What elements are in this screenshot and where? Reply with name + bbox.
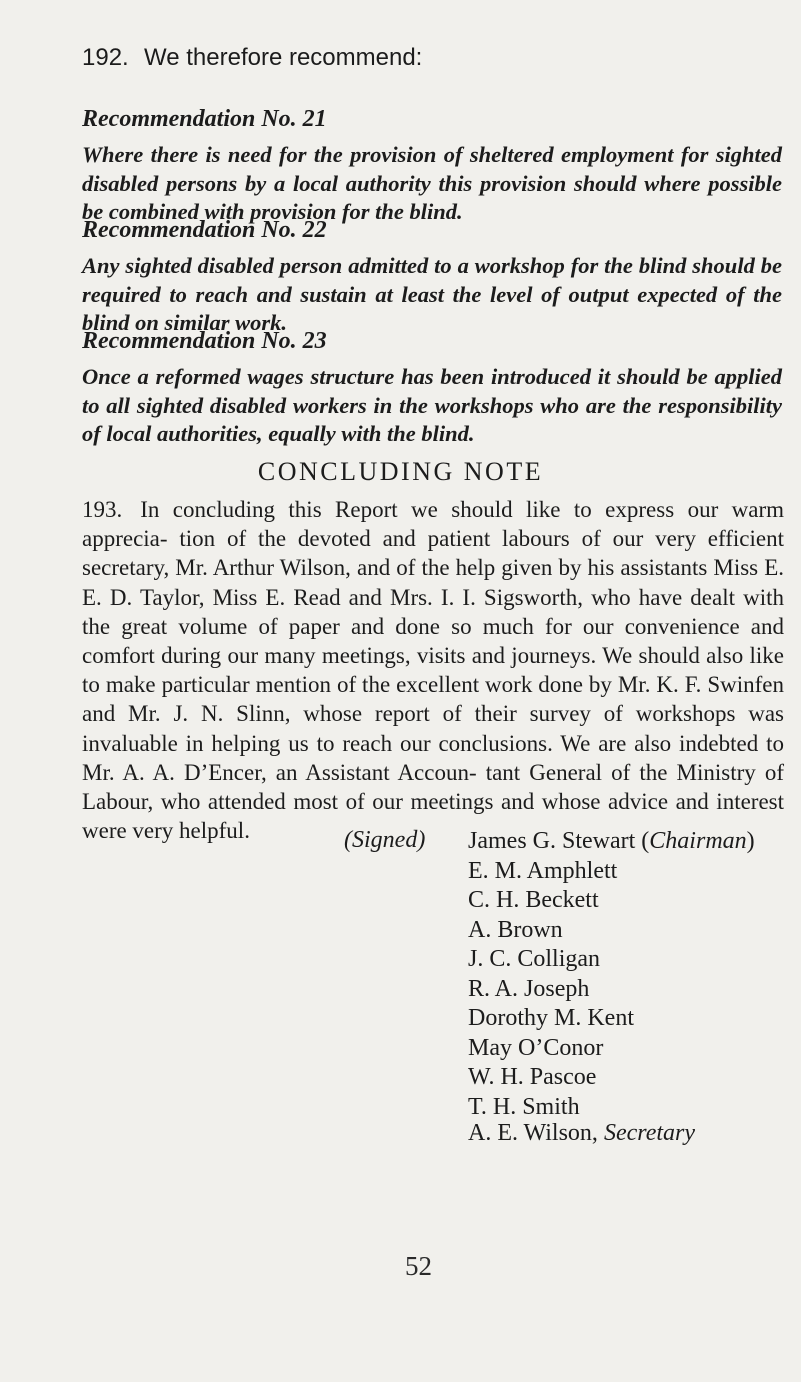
paragraph-text: In concluding this Report we should like to express our warm apprecia- tion of the devoted and patient labours of our very efficient secretary, Mr. Arthur Wilson, and of the help given by his assistants Miss E. E. D. Taylor, Miss E. Read and Mrs. I. I. Sigsworth, who have dealt with the great volume of paper and done so much for our convenience and comfort during our many meetings, visits and journeys. We should also like to make particular mention of the excellent work done by Mr. K. F. Swinfen and Mr. J. N. Slinn, whose report of their survey of workshops was invaluable in helping us to reach our conclusions. We are also indebted to Mr. A. A. D’Encer, an Assistant Accoun- tant General of the Ministry of Labour, who attended most of our meetings and whose advice and interest were very helpful.: [82, 497, 784, 844]
intro-text: We therefore recommend:: [144, 44, 423, 71]
recommendation-heading: Recommendation No. 23: [82, 328, 327, 354]
chairman-role: Chairman: [649, 828, 747, 854]
signatory-name: R. A. Joseph: [468, 975, 590, 1002]
recommendation-heading: Recommendation No. 22: [82, 217, 327, 243]
page-number: 52: [405, 1251, 432, 1281]
paragraph-number: 193.: [82, 497, 123, 522]
chairman-line: [468, 827, 755, 857]
recommendation-body: Once a reformed wages structure has been introduced it should be applied to all sighted disabled workers in the workshops who are the responsibility of local authorities, equally with the blind.: [82, 364, 782, 446]
signatory-name: T. H. Smith: [468, 1093, 580, 1120]
signatory-list: [468, 827, 755, 1122]
secretary-line: [468, 1118, 695, 1148]
signatory-name: C. H. Beckett: [468, 887, 599, 913]
paragraph-number: 192.: [82, 44, 129, 71]
secretary-role: Secretary: [603, 1120, 696, 1146]
signed-label: (Signed): [344, 827, 426, 853]
signatory-name: May O’Conor: [468, 1034, 604, 1061]
concluding-paragraph: [82, 495, 784, 845]
recommendation-body: Any sighted disabled person admitted to a workshop for the blind should be required to reach and sustain at least the level of output expected of the blind on similar work.: [82, 253, 782, 335]
signatory-name: Dorothy M. Kent: [468, 1005, 634, 1031]
signatory-name: W. H. Pascoe: [468, 1064, 597, 1090]
recommendation-21: [82, 104, 782, 227]
chairman-name: James G. Stewart (: [468, 828, 650, 854]
recommendation-23: [82, 326, 782, 449]
secretary-name: A. E. Wilson,: [468, 1120, 604, 1146]
concluding-note-heading: CONCLUDING NOTE: [257, 457, 544, 486]
chairman-close: ): [746, 828, 755, 854]
recommendation-body: Where there is need for the provision of sheltered employment for sighted disabled persons by a local authority this provision should where possible be combined with provision for the blind.: [82, 142, 782, 224]
recommendation-heading: Recommendation No. 21: [82, 106, 327, 132]
section-intro: [82, 42, 722, 74]
signatory-name: A. Brown: [468, 916, 563, 943]
signatory-name: J. C. Colligan: [468, 946, 601, 972]
signatory-name: E. M. Amphlett: [468, 857, 618, 884]
recommendation-22: [82, 215, 782, 338]
